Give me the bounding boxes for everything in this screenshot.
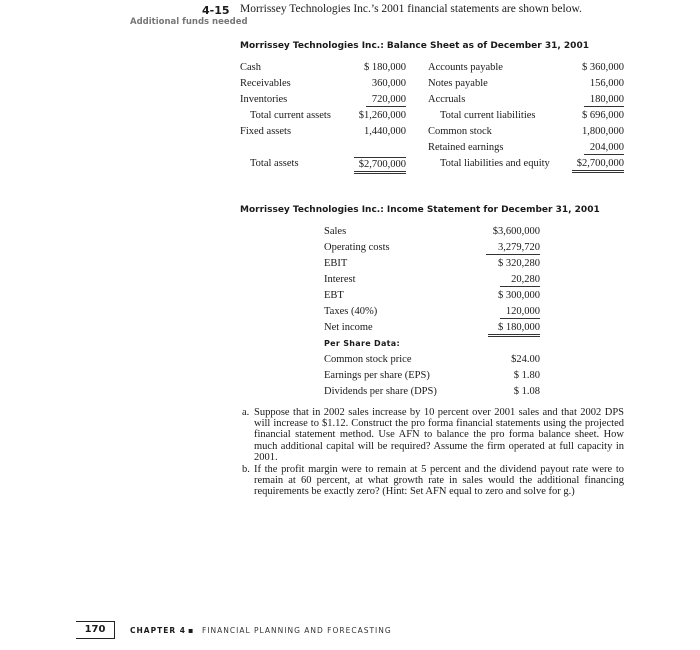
question-b-text: If the profit margin were to remain at 5 percent and the dividend payout rate were to remain at 60 percent, at what growth rate in sales would the additional financing requirements be exactly zero? (Hint: Set AFN equal to zero and solve for g.)	[254, 464, 624, 498]
asset-value: $ 180,000	[364, 62, 406, 73]
liability-value: 156,000	[589, 78, 624, 89]
liability-value: $2,700,000	[572, 157, 624, 173]
income-value: $3,600,000	[492, 226, 540, 237]
liability-label: Accruals	[428, 94, 466, 105]
asset-value: 360,000	[371, 78, 406, 89]
liability-label: Common stock	[428, 126, 492, 137]
asset-value: 1,440,000	[364, 126, 406, 137]
problem-tag: Additional funds needed	[130, 17, 248, 27]
per-share-value: $ 1.80	[513, 370, 540, 381]
per-share-heading: Per Share Data:	[324, 339, 400, 348]
asset-value: 720,000	[366, 93, 406, 107]
asset-value: $2,700,000	[354, 157, 406, 174]
problem-title: Morrissey Technologies Inc.’s 2001 financial statements are shown below.	[240, 3, 582, 15]
income-value: 120,000	[500, 305, 540, 319]
per-share-value: $24.00	[511, 354, 540, 365]
footer-topic: FINANCIAL PLANNING AND FORECASTING	[202, 626, 392, 635]
asset-label: Cash	[240, 62, 261, 73]
income-label: EBT	[324, 290, 344, 301]
income-statement-title: Morrissey Technologies Inc.: Income Statement for December 31, 2001	[240, 205, 600, 215]
question-a-label: a.	[242, 407, 250, 418]
income-label: Operating costs	[324, 242, 390, 253]
asset-label: Receivables	[240, 78, 291, 89]
liability-label: Retained earnings	[428, 142, 504, 153]
asset-label: Inventories	[240, 94, 288, 105]
per-share-label: Earnings per share (EPS)	[324, 370, 430, 381]
liability-value: $ 696,000	[582, 110, 624, 121]
income-value: $ 180,000	[488, 321, 540, 337]
income-value: 3,279,720	[486, 241, 540, 255]
liability-value: 180,000	[584, 93, 624, 107]
income-value: 20,280	[500, 273, 540, 287]
problem-number: 4-15	[202, 4, 230, 17]
liability-label: Notes payable	[428, 78, 488, 89]
income-label: Sales	[324, 226, 347, 237]
income-label: EBIT	[324, 258, 348, 269]
per-share-label: Dividends per share (DPS)	[324, 386, 437, 397]
per-share-value: $ 1.08	[513, 386, 540, 397]
asset-label: Total current assets	[250, 110, 331, 121]
income-label: Interest	[324, 274, 356, 285]
balance-sheet-title: Morrissey Technologies Inc.: Balance Sheet as of December 31, 2001	[240, 41, 589, 51]
footer-bullet: ▪	[188, 626, 194, 635]
footer-chapter: CHAPTER 4	[130, 626, 186, 635]
income-label: Net income	[324, 322, 373, 333]
question-a-text: Suppose that in 2002 sales increase by 10 percent over 2001 sales and that 2002 DPS will increase to $1.12. Construct the pro forma financial statements using the projected financial statement method. Use AFN to balance the pro forma balance sheet. How much additional capital will be required? Assume the firm operated at full capacity in 2001.	[254, 407, 624, 463]
liability-value: 204,000	[584, 141, 624, 155]
liability-value: $ 360,000	[582, 62, 624, 73]
liability-label: Accounts payable	[428, 62, 503, 73]
income-value: $ 300,000	[498, 290, 540, 301]
liability-label: Total current liabilities	[440, 110, 536, 121]
liability-label: Total liabilities and equity	[440, 158, 550, 169]
asset-value: $1,260,000	[358, 110, 406, 121]
question-b-label: b.	[242, 464, 250, 475]
income-label: Taxes (40%)	[324, 306, 378, 317]
liability-value: 1,800,000	[582, 126, 624, 137]
asset-label: Fixed assets	[240, 126, 292, 137]
page-number: 170	[76, 621, 115, 639]
asset-label: Total assets	[250, 158, 299, 169]
per-share-label: Common stock price	[324, 354, 412, 365]
income-value: $ 320,280	[498, 258, 540, 269]
